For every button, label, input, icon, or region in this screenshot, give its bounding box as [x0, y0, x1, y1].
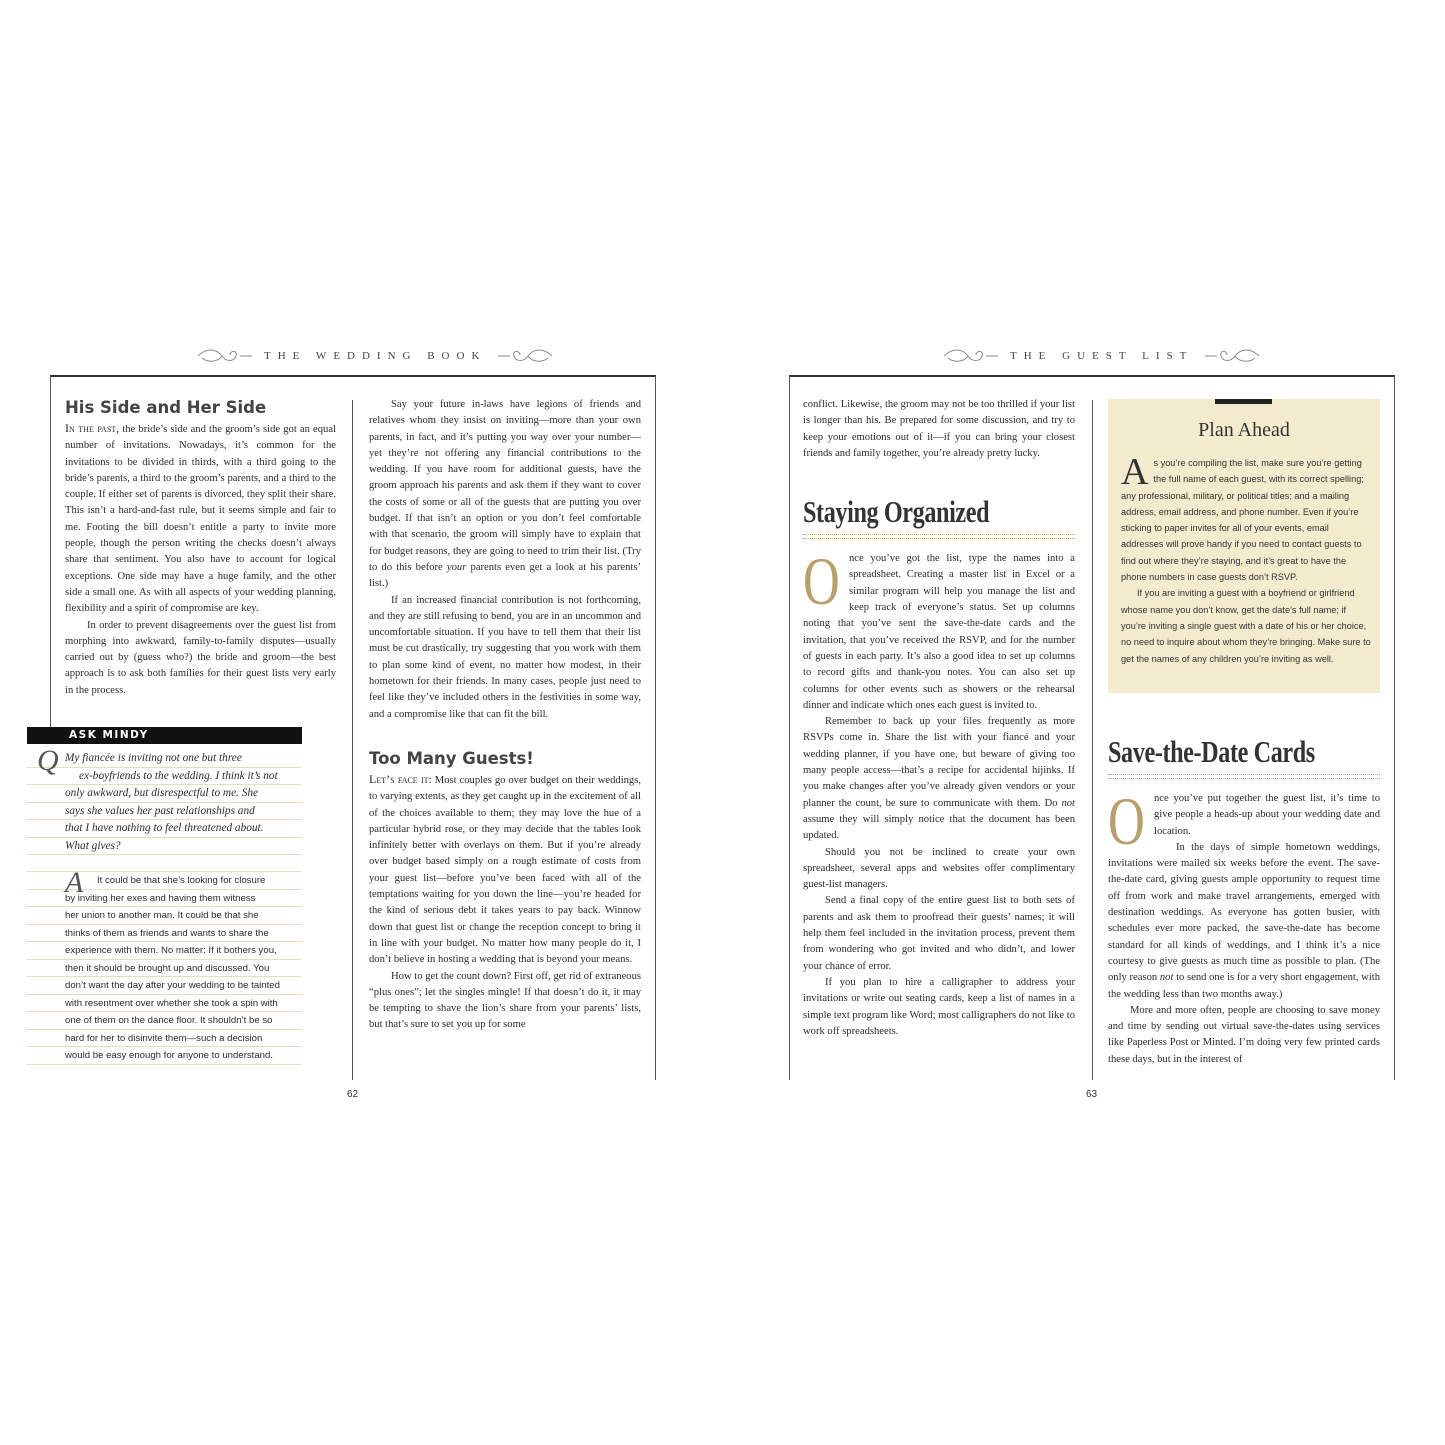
side-rule-left-inner	[655, 376, 656, 1080]
paragraph: In the past, the bride’s side and the groom’s side got an equal number of invitations. Nowadays, it’s common for the invitations to be divided in thirds, with a third going to the bride’s parents, a third to the groom’s parents, and a third to the couple. If either set of parents is divorced, they split their share. This isn’t a hard-and-fast rule, but it seems simple and fair to me. Footing the bill doesn’t entitle a party to invite more people, though the person writing the checks doesn’t always share that sentiment. You also have to account for logical exceptions. One side may have a huge family, and the other side a small one. As with all aspects of your wedding planning, flexibility and a spirit of compromise are key.	[65, 421, 336, 615]
drop-cap: O	[1108, 783, 1145, 859]
paragraph: More and more often, people are choosing to save money and time by sending out virtual save-the-dates using services like Paperless Post or Minted. I’m doing very few printed cards these days, but in the interest of	[1108, 1004, 1380, 1065]
paragraph: Once you’ve put together the guest list, it’s time to give people a heads-up about your wedding date and location.	[1108, 783, 1380, 859]
answer-line: thinks of them as friends and wants to share the	[27, 925, 302, 943]
side-rule-left-outer	[50, 376, 51, 727]
section-heading: Too Many Guests!	[369, 748, 534, 768]
section-heading: His Side and Her Side	[65, 398, 267, 417]
paragraph: As you’re compiling the list, make sure you’re getting the full name of each guest, with its correct spelling; any professional, military, or political titles; and a mailing address, email address, and phone number. Even if you’re sticking to paper invites for all of your events, email addresses will prove handy if you need to contact guests to find out where they’re staying, and it’s great to have the phone numbers in case guests don’t RSVP.	[1121, 451, 1364, 583]
page-number: 62	[347, 1089, 359, 1100]
flourish-ornament-icon	[196, 346, 254, 366]
column-divider-left	[352, 400, 353, 1080]
question-line: says she values her past relationships and	[27, 803, 302, 821]
paragraph: conflict. Likewise, the groom may not be too thrilled if your list is longer than his. Be prepared for some discussion, and try to keep your emotions out of it—if you can bring your closest friends and family together, you’re already pretty lucky.	[803, 399, 1075, 459]
question-line: that I have nothing to feel threatened about.	[27, 820, 302, 838]
question-line: ex-boyfriends to the wedding. I think it’s not	[27, 768, 302, 786]
section-heading: Staying Organized	[803, 494, 990, 530]
side-rule-right-inner	[789, 376, 790, 1080]
lead-in: In the past,	[65, 421, 120, 435]
answer-line: It could be that she’s looking for closure	[27, 872, 302, 890]
right-page-column-1	[803, 397, 1075, 1040]
running-head-right	[942, 346, 1261, 366]
answer-line: then it should be brought up and discussed. You	[27, 960, 302, 978]
running-head-left	[196, 346, 554, 366]
page-number: 63	[1086, 1089, 1098, 1100]
ask-mindy-label: ASK MINDY	[27, 727, 302, 744]
paragraph: In the days of simple hometown weddings, invitations were mailed six weeks before the event. The save-the-date card, giving guests ample opportunity to request time off from work and make travel arrangements, emerged with destination weddings. As everyone has gotten busier, with schedules ever more packed, the save-the-date has become standard for all kinds of weddings, and I think it’s a nice courtesy to give guests as much time as possible to plan. (The only reason not to send one is for a very short engagement, with the wedding less than two months away.)	[1108, 841, 1380, 1000]
running-head-title: THE GUEST LIST	[1010, 350, 1194, 362]
paragraph: Once you’ve got the list, type the names into a spreadsheet. Creating a master list in Excel or a similar program will help you manage the list and keep track of everyone’s status. Set up columns noting that you’ve sent the save-the-date cards and the invitation, that you’ve received the RSVP, and for the number of guests in each party. It’s also a good idea to set up columns to record gifts and thank-you notes. You can also set up columns for other events such as showers or the rehearsal dinner and indicate which ones each guest is invited to.	[803, 543, 1075, 711]
left-page-column-2	[369, 397, 641, 1034]
plan-ahead-title: Plan Ahead	[1198, 419, 1290, 441]
dotted-rule	[803, 534, 1075, 539]
running-head-title: THE WEDDING BOOK	[264, 350, 487, 362]
answer-line: hard for her to disinvite them—such a decision	[27, 1030, 302, 1048]
answer-line: with resentment over whether she took a spin with	[27, 995, 302, 1013]
answer-block	[27, 866, 302, 1065]
paragraph: Send a final copy of the entire guest list to both sets of parents and ask them to proofread their guests’ names; it will help them feel included in the invitation process, prevent them from wondering who got invited and who didn’t, and lower your chance of error.	[803, 895, 1075, 972]
paragraph: If you are inviting a guest with a boyfriend or girlfriend whose name you don’t know, get the date’s full name; if you’re inviting a single guest with a date of his or her choice, no need to inquire about whom they’re bringing. Make sure to get the names of any children you’re inviting as well.	[1121, 588, 1371, 664]
plan-ahead-box	[1108, 399, 1380, 693]
answer-line: would be easy enough for anyone to understand.	[27, 1047, 302, 1065]
plan-ahead-body	[1121, 451, 1373, 667]
paragraph: Should you not be inclined to create your own spreadsheet, several apps and websites offer complimentary guest-list managers.	[803, 846, 1075, 891]
top-rule-right	[789, 375, 1395, 377]
question-line: What gives?	[27, 838, 302, 856]
left-page-column-1	[65, 398, 336, 699]
top-rule-left	[50, 375, 656, 377]
question-line: only awkward, but disrespectful to me. She	[27, 785, 302, 803]
drop-cap: O	[803, 543, 840, 620]
flourish-ornament-icon	[942, 346, 1000, 366]
answer-line: her union to another man. It could be that she	[27, 907, 302, 925]
box-tab	[1215, 399, 1272, 404]
paragraph: If you plan to hire a calligrapher to address your invitations or write out seating cards, keep a list of names in a simple text program like Word; most calligraphers do not like to work off spreadsheets.	[803, 976, 1075, 1037]
answer-initial: A	[65, 866, 84, 899]
ask-mindy-sidebar	[27, 727, 302, 1065]
section-heading: Save-the-Date Cards	[1108, 734, 1315, 769]
lead-in: Let’s face it:	[369, 771, 432, 786]
page-bottom-mask	[0, 1080, 1445, 1088]
flourish-ornament-icon	[496, 346, 554, 366]
answer-line: don’t want the day after your wedding to be tainted	[27, 977, 302, 995]
answer-line: one of them on the dance floor. It shouldn’t be so	[27, 1012, 302, 1030]
side-rule-right-outer	[1394, 376, 1395, 1080]
paragraph: Say your future in-laws have legions of friends and relatives whom they insist on inviting—more than your own parents, in fact, and it’s putting you way over your number—yet they’re not offering any financial contributions to the wedding. If you have room for additional guests, have the groom approach his parents and ask them if they want to cover the costs of some or all of the guests that are putting you over budget. If that isn’t an option or you don’t feel comfortable with that scenario, the groom will simply have to explain that for budget reasons, they are going to need to trim their list. (Try to do this before your parents even get a look at his parents’ list.)	[369, 399, 641, 590]
question-initial: Q	[37, 744, 59, 777]
paragraph: Let’s face it: Most couples go over budget on their weddings, to varying extents, as they get caught up in the excitement of all of the choices available to them; they may love the hue of a particular hybrid rose, or they may decide that the tables look infinitely better with overlays on them. But if you’re already over budget based simply on a rough estimate of costs from your guest list—before you’ve been faced with all of the temptations waiting for you down the line—you’re headed for the kind of serious debt it takes years to pay back. Winnow down that guest list or change the reception concept to bring it in line with your budget. No matter how many people do it, I don’t believe in hosting a wedding that is beyond your means.	[369, 771, 641, 966]
question-line: My fiancée is inviting not one but three	[27, 750, 302, 768]
paragraph: In order to prevent disagreements over the guest list from morphing into awkward, family-to-family disputes—usually carried out by (guess who?) the bride and groom—the best approach is to ask both families for their guest lists very early in the process.	[65, 619, 336, 696]
flourish-ornament-icon	[1203, 346, 1261, 366]
paragraph: How to get the count down? First off, get rid of extraneous “plus ones”; let the singles mingle! If that doesn’t do it, it may be tempting to shave the lion’s share from your parents’ lists, but that’s sure to set you up for some	[369, 970, 641, 1031]
right-page-column-2	[1108, 734, 1380, 1068]
column-divider-right	[1092, 400, 1093, 1080]
paragraph: Remember to back up your files frequently as more RSVPs come in. Share the list with your fiancé and your wedding planner, if you have one, but beware of giving too many people access—that’s a recipe for accidental hijinks. If you make changes after you’ve already given vendors or your planner the count, be sure to communicate with them. Do not assume they will simply notice that the document has been updated.	[803, 716, 1075, 842]
answer-line: by inviting her exes and having them witness	[27, 890, 302, 908]
question-block	[27, 744, 302, 855]
drop-cap: A	[1121, 451, 1149, 493]
paragraph: If an increased financial contribution is not forthcoming, and they are still refusing to bend, you are in an uncommon and uncomfortable situation. If you have to tell them that their list must be cut drastically, try suggesting that you work with them to plan some kind of event, no matter how modest, in their hometown for their friends. In many cases, people just need to feel like they’ve included others in the festivities in some way, and a compromise like that can fit the bill.	[369, 594, 641, 720]
answer-line: experience with them. No matter: If it bothers you,	[27, 942, 302, 960]
dotted-rule	[1108, 774, 1380, 779]
